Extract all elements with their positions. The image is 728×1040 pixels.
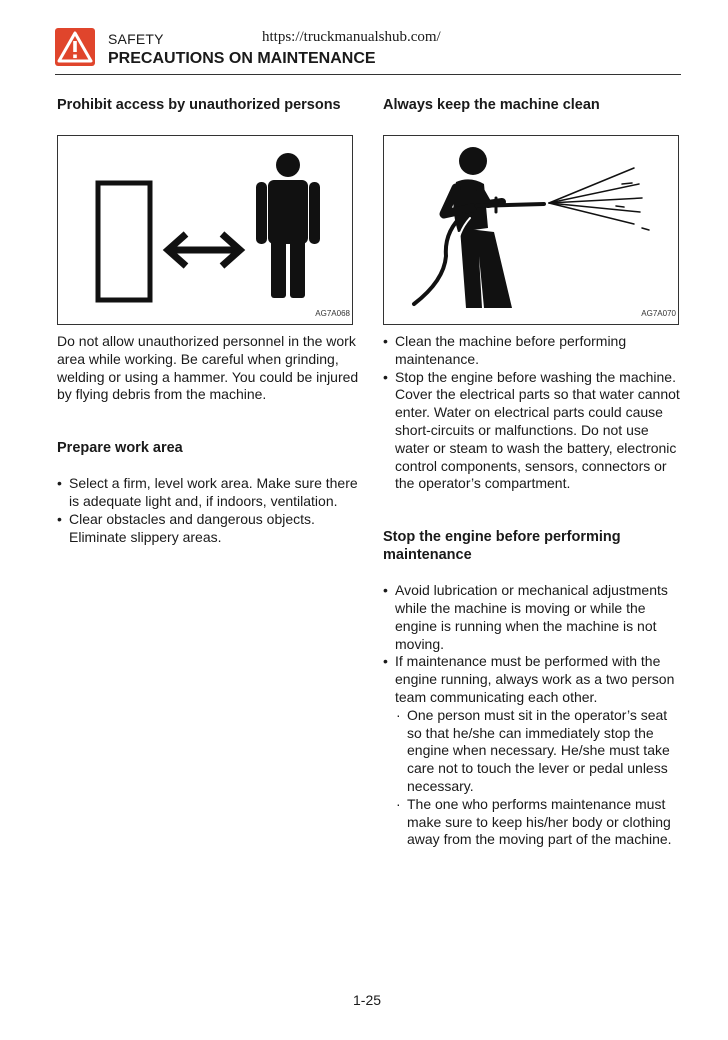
list-item: • Select a firm, level work area. Make sure there is adequate light and, if indoors, ventilation. <box>57 475 358 509</box>
bullet-icon: • <box>57 510 62 527</box>
page-title: PRECAUTIONS ON MAINTENANCE <box>108 50 376 67</box>
paragraph-unauthorized: Do not allow unauthorized personnel in the work area while working. Be careful when grinding, welding or using a hammer. You could be injured by flying debris from the machine. <box>57 333 359 403</box>
list-item: • Avoid lubrication or mechanical adjustments while the machine is moving or while the engine is running when the machine is not moving. <box>383 582 668 652</box>
figure-code: AG7A068 <box>315 309 350 319</box>
bullet-icon: • <box>57 475 62 492</box>
bullet-icon: • <box>383 582 388 599</box>
sub-list <box>395 707 685 849</box>
middle-dot-icon: · <box>396 706 401 723</box>
bullet-icon: • <box>383 653 388 670</box>
heading-prohibit-access: Prohibit access by unauthorized persons <box>57 97 341 113</box>
list-item: • Clean the machine before performing maintenance. <box>383 333 627 367</box>
figure-no-access <box>57 135 353 325</box>
heading-keep-clean: Always keep the machine clean <box>383 97 600 113</box>
prepare-bullets <box>57 475 359 546</box>
bullet-icon: • <box>383 333 388 349</box>
list-item: • Clear obstacles and dangerous objects. Eliminate slippery areas. <box>57 510 315 545</box>
stop-engine-bullets <box>383 582 685 849</box>
heading-prepare-work-area: Prepare work area <box>57 440 183 457</box>
list-item: • If maintenance must be performed with the engine running, always work as a two person team communicating each other. · One person must sit in the operator’s seat so that he/she can immediately stop the engine when necessary. He/she must take care not to touch the lever or pedal unless necessary. · The one who performs maintenance must make sure to keep his/her body or clothing away from the moving part of the machine. <box>383 653 685 849</box>
left-column <box>57 96 359 546</box>
header-divider <box>55 74 681 75</box>
pressure-washer-person-icon <box>384 136 680 326</box>
page-number: 1-25 <box>353 992 382 1008</box>
section-label: SAFETY <box>108 31 164 47</box>
figure-code: AG7A070 <box>641 309 676 319</box>
source-url[interactable]: https://truckmanualshub.com/ <box>262 29 441 45</box>
clean-bullets <box>383 333 685 493</box>
list-item: • Stop the engine before washing the machine. Cover the electrical parts so that water cannot enter. Water on electrical parts could cause short-circuits or malfunctions. Do not use water or steam to wash the battery, electronic control components, sensors, connectors or the operator’s compartment. <box>383 368 680 492</box>
middle-dot-icon: · <box>396 795 401 812</box>
warning-triangle-icon <box>55 28 95 66</box>
heading-stop-engine: Stop the engine before performing maintenance <box>383 529 621 564</box>
no-access-person-icon <box>58 136 354 326</box>
right-column <box>383 96 685 849</box>
sub-list-item: · The one who performs maintenance must make sure to keep his/her body or clothing away from the moving part of the machine. <box>396 795 672 848</box>
bullet-icon: • <box>383 368 388 385</box>
sub-list-item: · One person must sit in the operator’s seat so that he/she can immediately stop the engine when necessary. He/she must take care not to touch the lever or pedal unless necessary. <box>396 706 670 794</box>
figure-washing <box>383 135 679 325</box>
